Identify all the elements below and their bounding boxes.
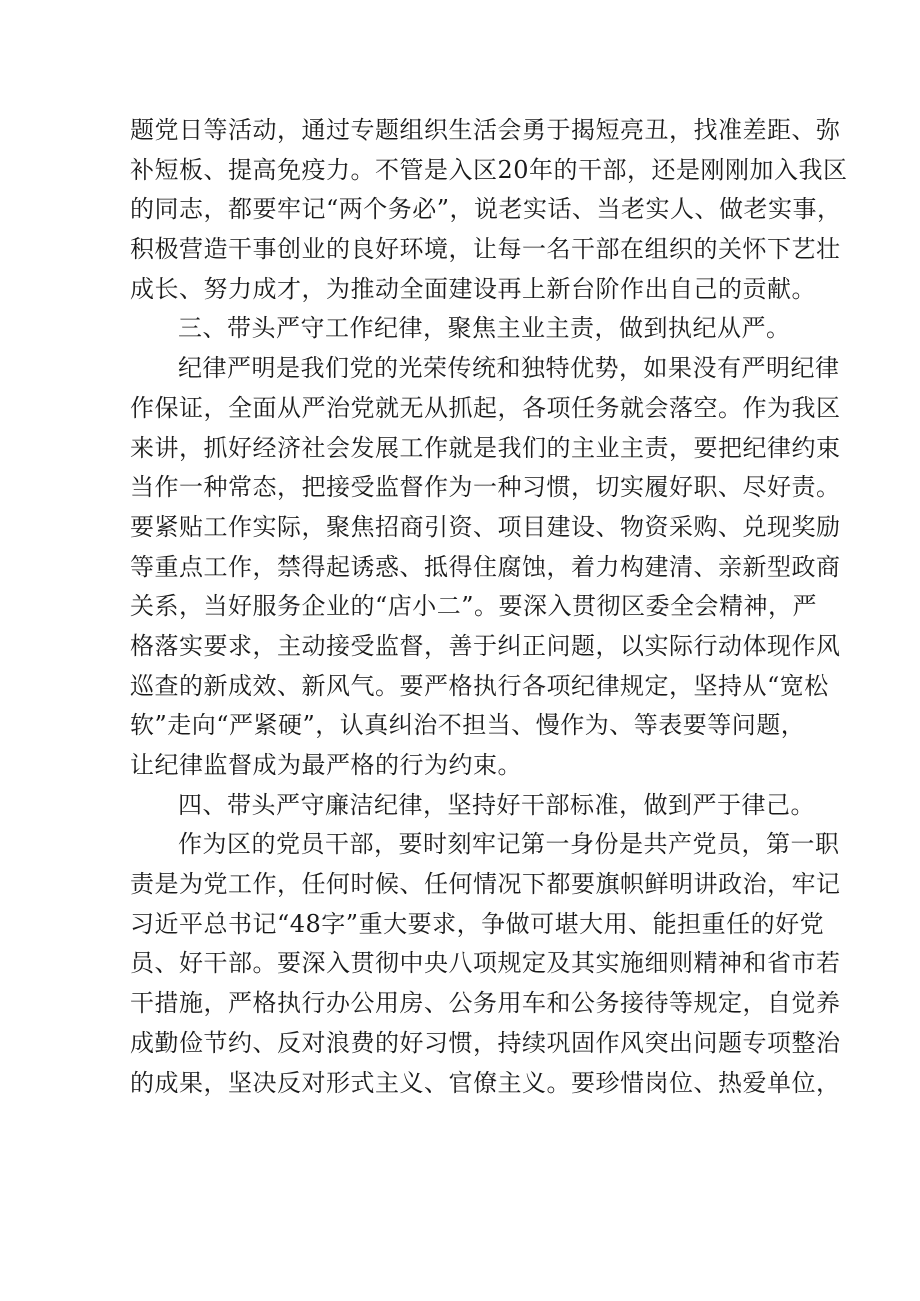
text-line: 作为区的党员干部，要时刻牢记第一身份是共产党员，第一职 [178,830,840,859]
text-line: 成勤俭节约、反对浪费的好习惯，持续巩固作风突出问题专项整治 [130,1028,841,1057]
text-line: 的成果，坚决反对形式主义、官僚主义。要珍惜岗位、热爱单位， [130,1068,841,1097]
text-line: 等重点工作，禁得起诱惑、抵得住腐蚀，着力构建清、亲新型政商 [130,552,841,581]
text-line: 四、带头严守廉洁纪律，坚持好干部标准，做到严于律己。 [178,790,815,819]
text-line: 纪律严明是我们党的光荣传统和独特优势，如果没有严明纪律 [178,354,840,383]
text-line: 作保证，全面从严治党就无从抓起，各项任务就会落空。作为我区 [130,393,841,422]
text-line: 来讲，抓好经济社会发展工作就是我们的主业主责，要把纪律约束 [130,433,841,462]
text-line: 软”走向“严紧硬”，认真纠治不担当、慢作为、等表要等问题， [130,711,806,740]
document-body [130,111,848,1103]
text-line: 关系，当好服务企业的“店小二”。要深入贯彻区委全会精神，严 [130,592,818,621]
text-line: 当作一种常态，把接受监督作为一种习惯，切实履好职、尽好责。 [130,473,841,502]
text-line: 员、好干部。要深入贯彻中央八项规定及其实施细则精神和省市若 [130,949,841,978]
text-line: 补短板、提高免疫力。不管是入区20年的干部，还是刚刚加入我区 [130,155,848,184]
text-line: 格落实要求，主动接受监督，善于纠正问题，以实际行动体现作风 [130,631,841,660]
text-line: 责是为党工作，任何时候、任何情况下都要旗帜鲜明讲政治，牢记 [130,870,841,899]
text-line: 要紧贴工作实际，聚焦招商引资、项目建设、物资采购、兑现奖励 [130,512,841,541]
text-line: 干措施，严格执行办公用房、公务用车和公务接待等规定，自觉养 [130,989,841,1018]
text-line: 让纪律监督成为最严格的行为约束。 [130,751,522,779]
text-line: 题党日等活动，通过专题组织生活会勇于揭短亮丑，找准差距、弥 [130,116,841,144]
text-line: 积极营造干事创业的良好环境，让每一名干部在组织的关怀下艺壮 [130,235,841,264]
text-line: 巡查的新成效、新风气。要严格执行各项纪律规定，坚持从“宽松 [130,671,829,700]
text-line: 三、带头严守工作纪律，聚焦主业主责，做到执纪从严。 [178,314,791,343]
text-line: 习近平总书记“48字”重大要求，争做可堪大用、能担重任的好党 [130,909,825,938]
text-line: 成长、努力成才，为推动全面建设再上新台阶作出自己的贡献。 [130,274,816,303]
text-line: 的同志，都要牢记“两个务必”，说老实话、当老实人、做老实事， [130,195,842,224]
